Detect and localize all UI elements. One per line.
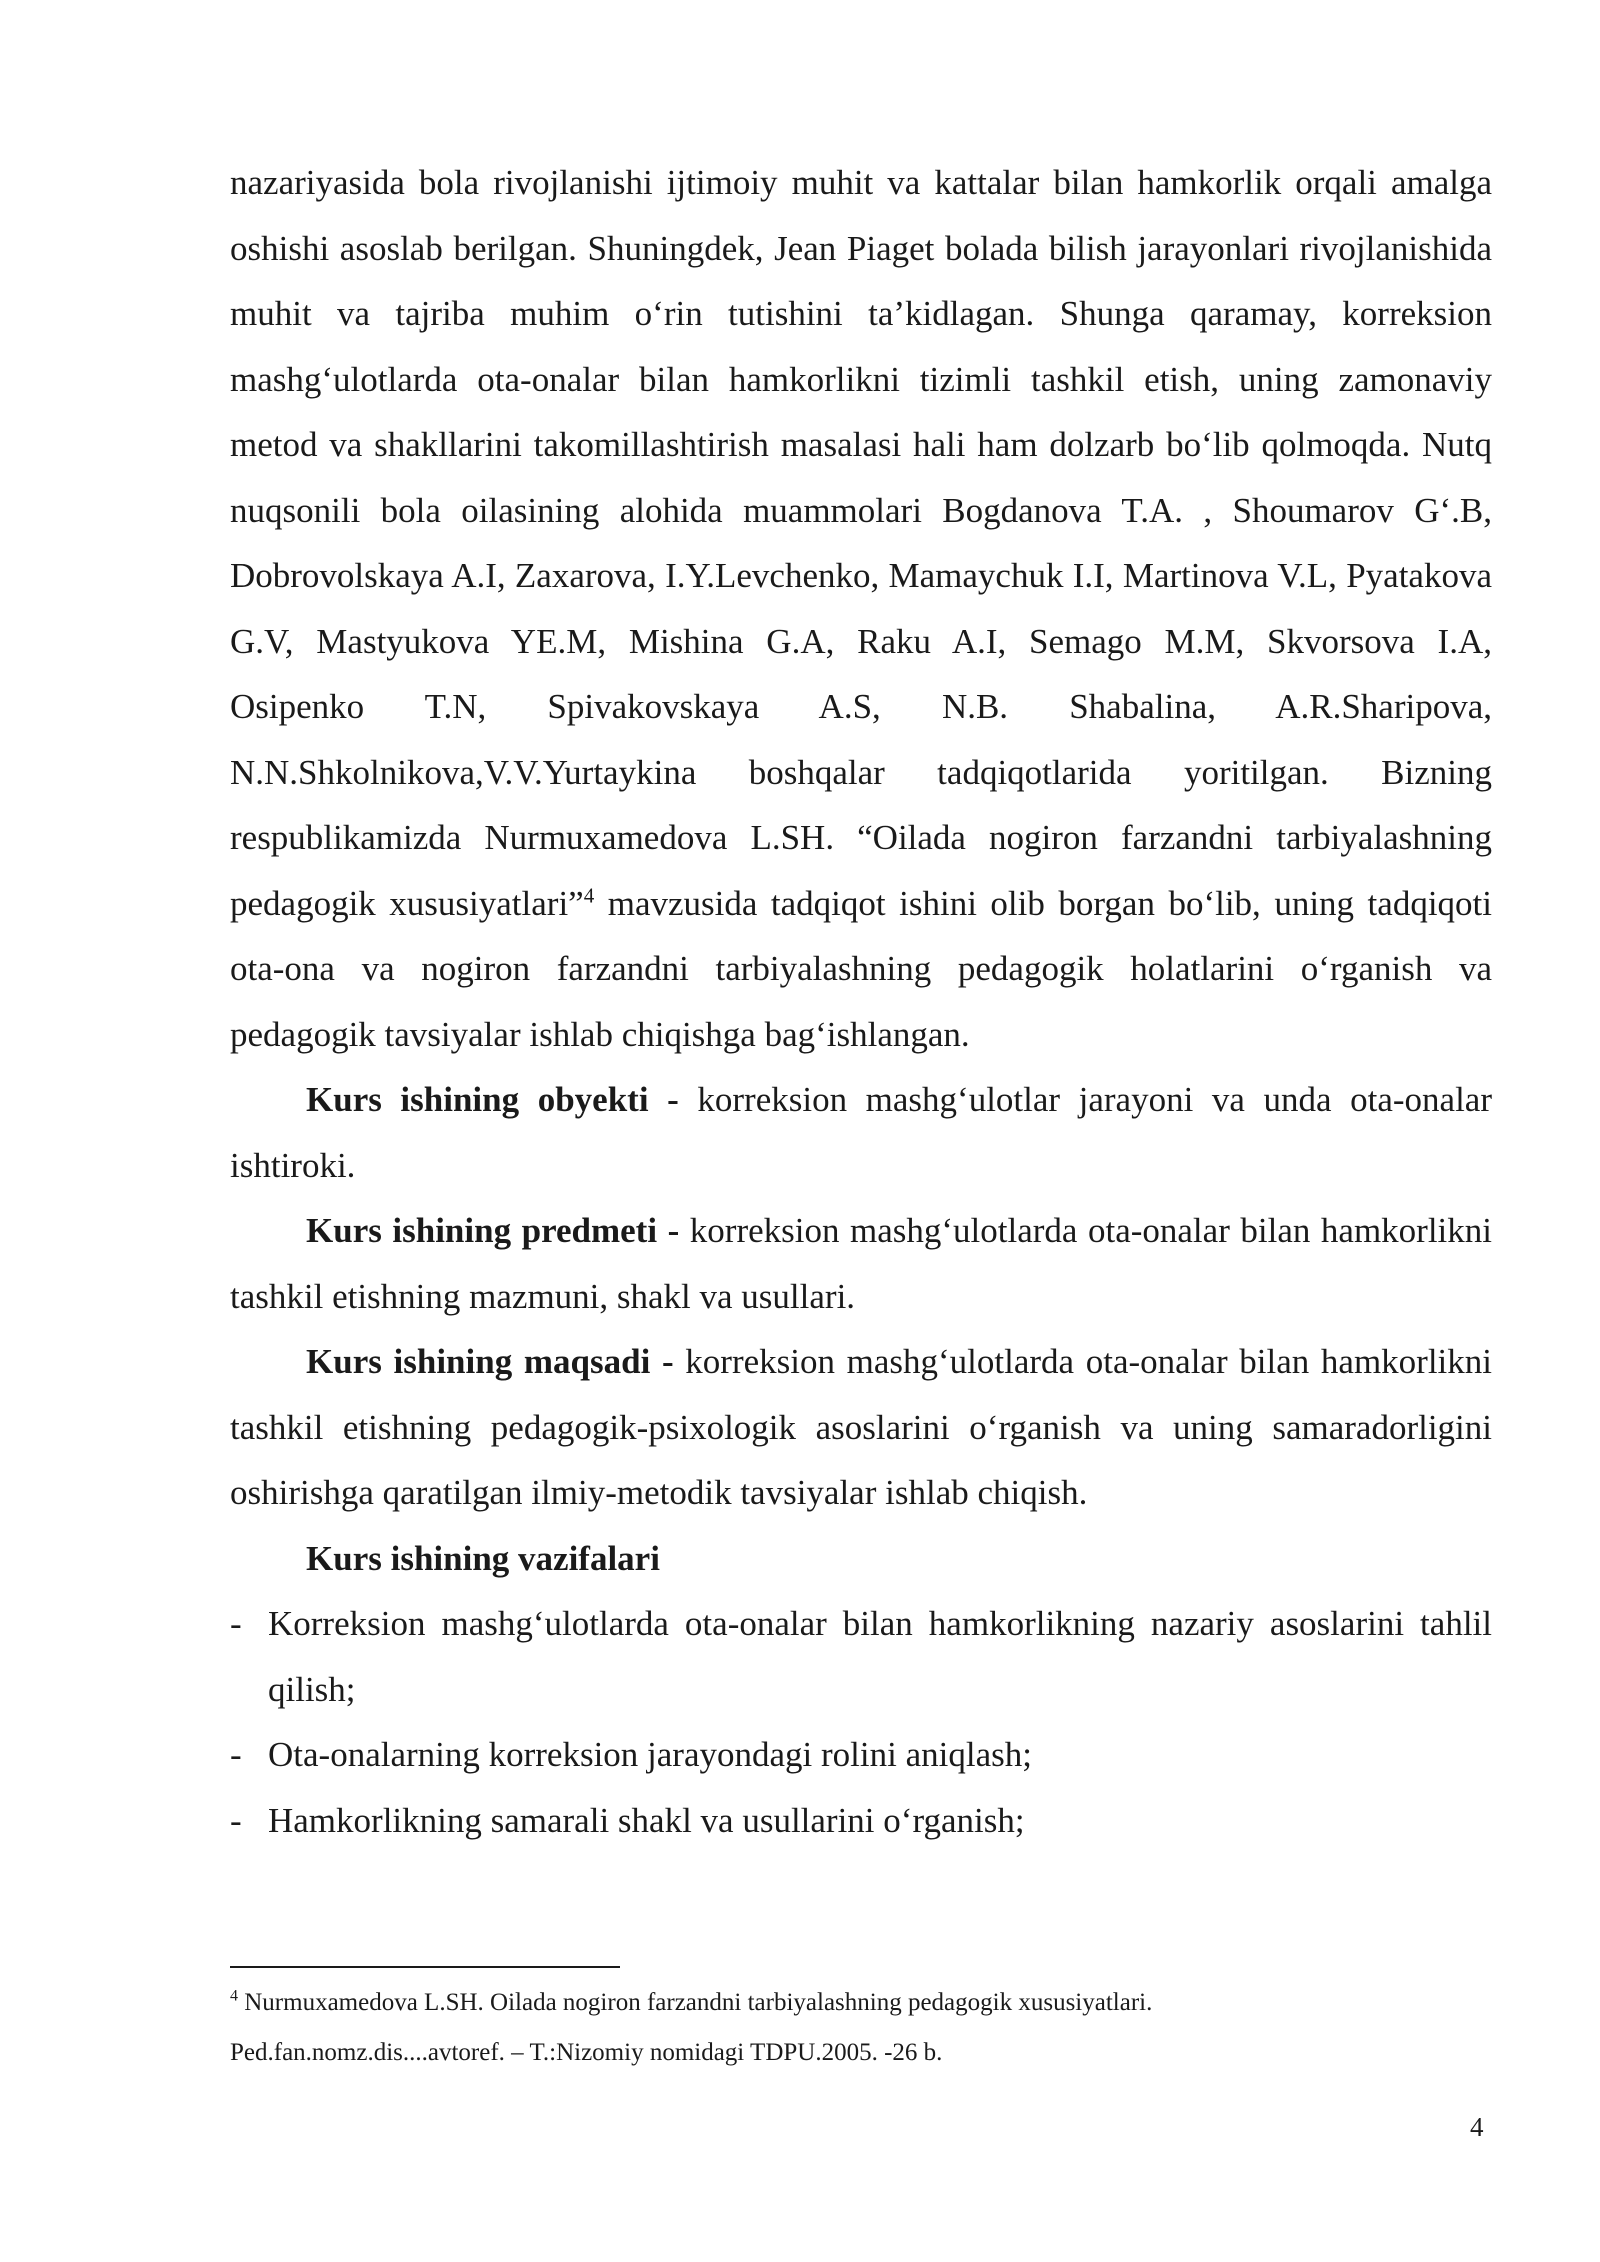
subject-label: Kurs ishining predmeti - xyxy=(306,1211,680,1250)
object-label: Kurs ishining obyekti - xyxy=(306,1080,679,1119)
paragraph-intro xyxy=(230,150,1492,1067)
goal-label: Kurs ishining maqsadi - xyxy=(306,1342,674,1381)
footnote-text-1: Nurmuxamedova L.SH. Oilada nogiron farzandni tarbiyalashning pedagogik xususiyatlari. xyxy=(238,1989,1153,2016)
footnote-line-2: Ped.fan.nomz.dis....avtoref. – T.:Nizomiy nomidagi TDPU.2005. -26 b. xyxy=(230,2039,943,2066)
page-body xyxy=(230,150,1492,1853)
list-item xyxy=(230,1788,1492,1854)
footnote xyxy=(230,1978,1492,2078)
subject-text: korreksion mashg‘ulotlarda ota-onalar bilan hamkorlikni tashkil etishning mazmuni, shakl va usullari. xyxy=(230,1211,1492,1316)
goal-text: korreksion mashg‘ulotlarda ota-onalar bilan hamkorlikni tashkil etishning pedagogik-psixologik asoslarini o‘rganish va uning samaradorligini oshirishga qaratilgan ilmiy-metodik tavsiyalar ishlab chiqish. xyxy=(230,1342,1492,1512)
paragraph-goal xyxy=(230,1329,1492,1526)
tasks-heading: Kurs ishining vazifalari xyxy=(306,1538,660,1578)
paragraph-intro-tail: mavzusida tadqiqot ishini olib borgan bo‘lib, uning tadqiqoti ota-ona va nogiron farzandni tarbiyalashning pedagogik holatlarini o‘rganish va pedagogik tavsiyalar ishlab chiqishga bag‘ishlangan. xyxy=(230,883,1492,1054)
footnote-number: 4 xyxy=(230,1987,238,2005)
list-item-text: Ota-onalarning korreksion jarayondagi rolini aniqlash; xyxy=(268,1735,1032,1774)
tasks-list xyxy=(230,1591,1492,1853)
list-item-text: Korreksion mashg‘ulotlarda ota-onalar bilan hamkorlikning nazariy asoslarini tahlil qilish; xyxy=(268,1604,1492,1709)
list-item xyxy=(230,1591,1492,1722)
footnote-reference[interactable]: 4 xyxy=(583,882,595,907)
list-item-text: Hamkorlikning samarali shakl va usullarini o‘rganish; xyxy=(268,1800,1025,1840)
paragraph-intro-text: nazariyasida bola rivojlanishi ijtimoiy muhit va kattalar bilan hamkorlik orqali amalga oshishi asoslab berilgan. Shuningdek, Jean Piaget bolada bilish jarayonlari rivojlanishida muhit va tajriba muhim o‘rin tutishini ta’kidlagan. Shunga qaramay, korreksion mashg‘ulotlarda ota-onalar bilan hamkorlikni tizimli tashkil etish, uning zamonaviy metod va shakllarini takomillashtirish masalasi hali ham dolzarb bo‘lib qolmoqda. Nutq nuqsonili bola oilasining alohida muammolari Bogdanova T.A. , Shoumarov G‘.B, Dobrovolskaya A.I, Zaxarova, I.Y.Levchenko, Mamaychuk I.I, Martinova V.L, Pyatakova G.V, Mastyukova YE.M, Mishina G.A, Raku A.I, Semago M.M, Skvorsova I.A, Osipenko T.N, Spivakovskaya A.S, N.B. Shabalina, A.R.Sharipova, N.N.Shkolnikova,V.V.Yurtaykina boshqalar tadqiqotlarida yoritilgan. Bizning respublikamizda Nurmuxamedova L.SH. “Oilada nogiron farzandni tarbiyalashning pedagogik xususiyatlari” xyxy=(230,163,1492,923)
list-item xyxy=(230,1722,1492,1788)
page-number: 4 xyxy=(1470,2112,1484,2142)
paragraph-subject xyxy=(230,1198,1492,1329)
list-dash: - xyxy=(230,1800,242,1840)
paragraph-object xyxy=(230,1067,1492,1198)
footnote-line-1 xyxy=(230,1978,1492,2028)
list-dash: - xyxy=(230,1604,242,1643)
list-dash: - xyxy=(230,1735,242,1774)
footnote-separator xyxy=(230,1966,620,1968)
object-text: korreksion mashg‘ulotlar jarayoni va unda ota-onalar ishtiroki. xyxy=(230,1080,1492,1185)
